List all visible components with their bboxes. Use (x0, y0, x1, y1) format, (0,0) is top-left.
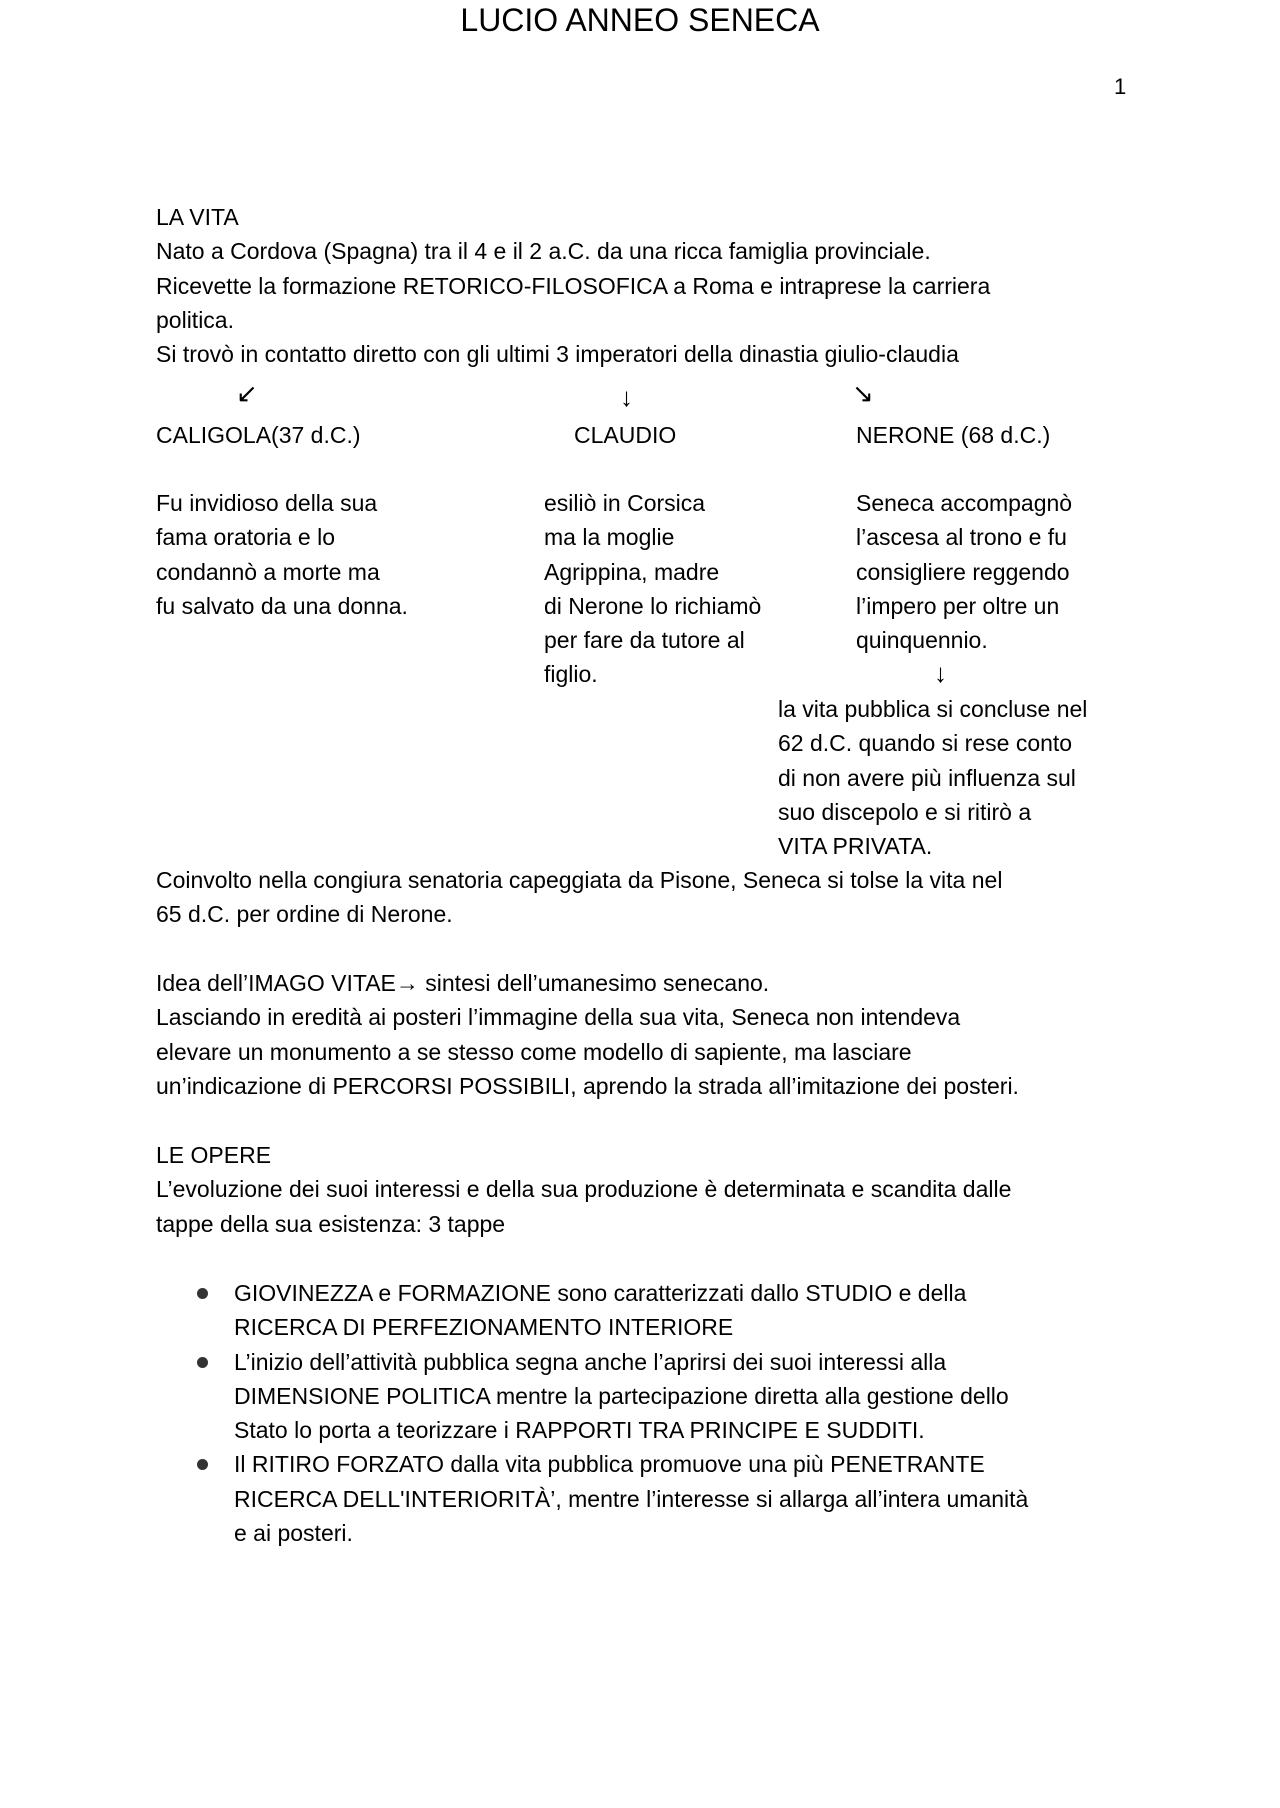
claudio-description (544, 486, 761, 692)
list-item-line: L’inizio dell’attività pubblica segna anche l’aprirsi dei suoi interessi alla (234, 1348, 947, 1375)
bullet-icon (197, 1459, 208, 1470)
list-item-line: Il RITIRO FORZATO dalla vita pubblica promuove una più PENETRANTE (234, 1451, 985, 1478)
opere-section (156, 1138, 1011, 1241)
arrow-down-icon: ↓ (620, 382, 633, 412)
column-line: Fu invidioso della sua (156, 490, 378, 516)
list-item-line: e ai posteri. (234, 1520, 353, 1547)
column-line: l’ascesa al trono e fu (856, 524, 1067, 551)
imago-vitae-paragraph (156, 966, 1019, 1103)
column-line: di Nerone lo richiamò (544, 592, 762, 619)
list-item-line: RICERCA DELL'INTERIORITÀ’, mentre l’interesse si allarga all’intera umanità (234, 1485, 1029, 1512)
list-item (156, 1276, 1028, 1345)
paragraph-line: L’evoluzione dei suoi interessi e della sua produzione è determinata e scandita dalle (156, 1176, 1012, 1203)
paragraph-line: elevare un monumento a se stesso come modello di sapiente, ma lasciare (156, 1038, 912, 1065)
column-line: figlio. (544, 661, 598, 688)
emperor-name-caligola: CALIGOLA(37 d.C.) (156, 422, 361, 448)
column-line: l’impero per oltre un (856, 592, 1060, 619)
column-line: VITA PRIVATA. (778, 833, 933, 860)
bullet-icon (197, 1357, 208, 1368)
list-item (156, 1345, 1028, 1448)
list-item (156, 1447, 1028, 1550)
column-line: fu salvato da una donna. (156, 592, 408, 619)
list-item-line: RICERCA DI PERFEZIONAMENTO INTERIORE (234, 1314, 734, 1341)
opere-bullet-list (156, 1276, 1028, 1550)
paragraph-line: politica. (156, 306, 234, 333)
list-item-line: GIOVINEZZA e FORMAZIONE sono caratterizzati dallo STUDIO e della (234, 1280, 967, 1306)
arrow-down-icon: ↓ (934, 658, 947, 688)
column-line: Seneca accompagnò (856, 490, 1073, 516)
column-line: ma la moglie (544, 524, 675, 551)
nerone-description (856, 486, 1072, 657)
bullet-icon (197, 1288, 208, 1299)
emperor-name-nerone: NERONE (68 d.C.) (856, 422, 1051, 448)
column-line: 62 d.C. quando si rese conto (778, 730, 1073, 757)
paragraph-line: 65 d.C. per ordine di Nerone. (156, 901, 453, 928)
arrow-down-left-icon: ↙ (236, 378, 258, 408)
vita-section (156, 200, 990, 371)
column-line: la vita pubblica si concluse nel (778, 696, 1088, 722)
list-item-line: Stato lo porta a teorizzare i RAPPORTI TRA PRINCIPE E SUDDITI. (234, 1417, 925, 1444)
column-line: suo discepolo e si ritirò a (778, 798, 1032, 825)
list-item-line: DIMENSIONE POLITICA mentre la partecipazione diretta alla gestione dello (234, 1382, 1009, 1409)
section-heading-vita: LA VITA (156, 204, 239, 230)
section-heading-opere: LE OPERE (156, 1142, 272, 1168)
column-line: di non avere più influenza sul (778, 764, 1076, 791)
paragraph-line: Idea dell’IMAGO VITAE→ sintesi dell’umanesimo senecano. (156, 970, 770, 996)
column-line: esiliò in Corsica (544, 490, 706, 516)
column-line: condannò a morte ma (156, 558, 380, 585)
caligola-description (156, 486, 408, 623)
column-line: quinquennio. (856, 627, 988, 654)
nerone-after-description (778, 692, 1087, 863)
paragraph-line: un’indicazione di PERCORSI POSSIBILI, aprendo la strada all’imitazione dei posteri. (156, 1072, 1019, 1099)
arrow-down-right-icon: ↘ (852, 378, 874, 408)
paragraph-line: Ricevette la formazione RETORICO-FILOSOFICA a Roma e intraprese la carriera (156, 272, 991, 299)
paragraph-line: Si trovò in contatto diretto con gli ultimi 3 imperatori della dinastia giulio-claudia (156, 341, 959, 368)
emperor-name-claudio: CLAUDIO (574, 422, 677, 448)
paragraph-line: Coinvolto nella congiura senatoria capeggiata da Pisone, Seneca si tolse la vita nel (156, 867, 1003, 893)
page-title: LUCIO ANNEO SENECA (460, 2, 820, 38)
paragraph-line: Lasciando in eredità ai posteri l’immagine della sua vita, Seneca non intendeva (156, 1004, 961, 1031)
column-line: consigliere reggendo (856, 558, 1070, 585)
paragraph-line: Nato a Cordova (Spagna) tra il 4 e il 2 a.C. da una ricca famiglia provinciale. (156, 238, 931, 265)
column-line: Agrippina, madre (544, 558, 720, 585)
death-paragraph (156, 863, 1002, 932)
column-line: per fare da tutore al (544, 627, 745, 654)
page-number: 1 (1114, 74, 1127, 99)
column-line: fama oratoria e lo (156, 524, 335, 551)
paragraph-line: tappe della sua esistenza: 3 tappe (156, 1210, 506, 1237)
